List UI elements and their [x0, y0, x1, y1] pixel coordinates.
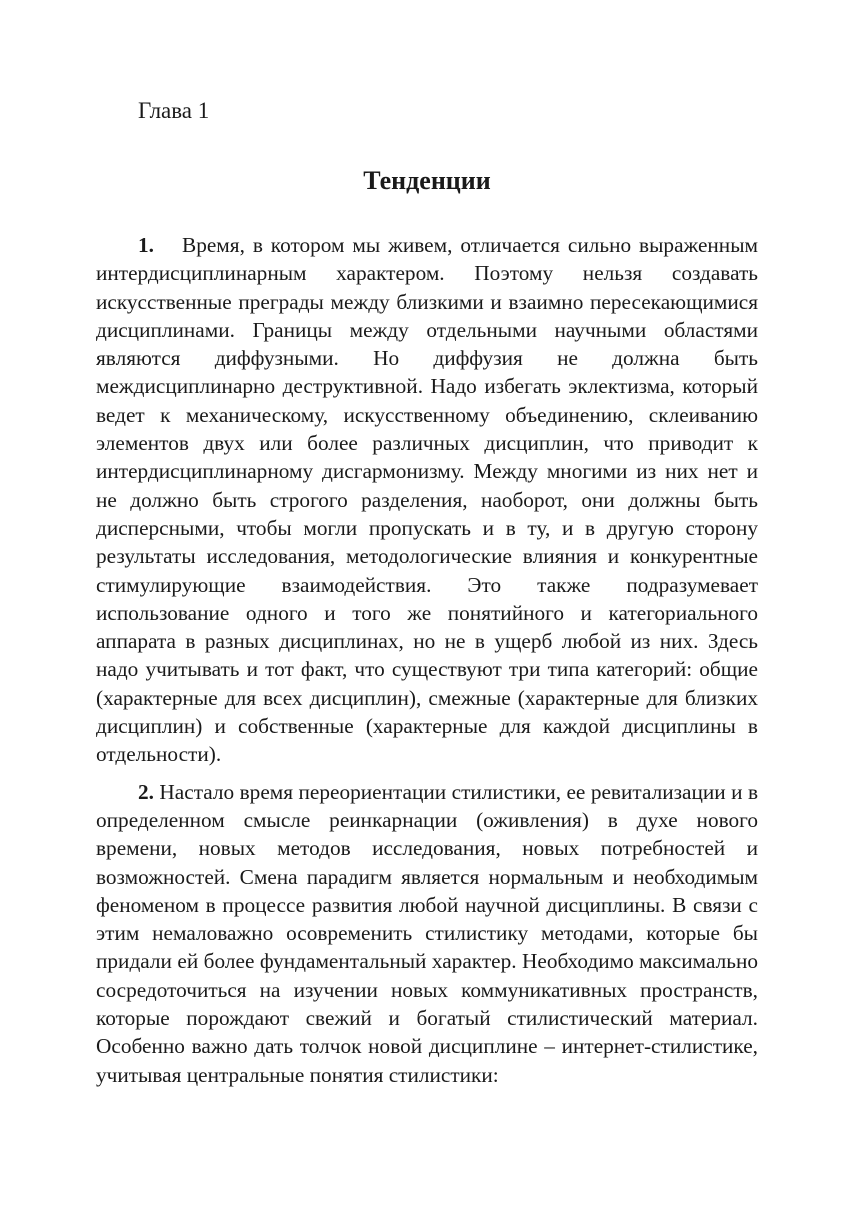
paragraph-1	[96, 231, 758, 769]
body-text	[96, 231, 758, 1098]
paragraph-number-2: 2.	[138, 779, 154, 804]
paragraph-number-1: 1.	[138, 233, 154, 257]
chapter-title: Тенденции	[363, 166, 491, 195]
chapter-label: Глава 1	[138, 98, 210, 123]
paragraph-text-2: Настало время переориентации стилистики, ее ревитализации и в определенном смысле реинкарнации (оживления) в духе нового времени, новых методов исследования, новых потребностей и возможностей. Смена парадигм является нормальным и необходимым феноменом в процессе развития любой научной дисциплины. В связи с этим немаловажно осовременить стилистику методами, которые бы придали ей более фундаментальный характер. Необходимо максимально сосредоточиться на изучении новых коммуникативных пространств, которые порождают свежий и богатый стилистический материал. Особенно важно дать толчок новой дисциплине – интернет-стилистике, учитывая центральные понятия стилистики:	[96, 779, 758, 1087]
paragraph-text-1: Время, в котором мы живем, отличается сильно выраженным интердисциплинарным характером. Поэтому нельзя создавать искусственные преграды между близкими и взаимно пересекающимися дисциплинами. Границы между отдельными научными областями являются диффузными. Но диффузия не должна быть междисциплинарно деструктивной. Надо избегать эклектизма, который ведет к механическому, искусственному объединению, склеиванию элементов двух или более различных дисциплин, что приводит к интердисциплинарному дисгармонизму. Между многими из них нет и не должно быть строгого разделения, наоборот, они должны быть дисперсными, чтобы могли пропускать и в ту, и в другую сторону результаты исследования, методологические влияния и конкурентные стимулирующие взаимодействия. Это также подразумевает использование одного и того же понятийного и категориального аппарата в разных дисциплинах, но не в ущерб любой из них. Здесь надо учитывать и тот факт, что существуют три типа категорий: общие (характерные для всех дисциплин), смежные (характерные для близких дисциплин) и собственные (характерные для каждой дисциплины в отдельности).	[96, 233, 758, 767]
paragraph-2	[96, 778, 758, 1089]
